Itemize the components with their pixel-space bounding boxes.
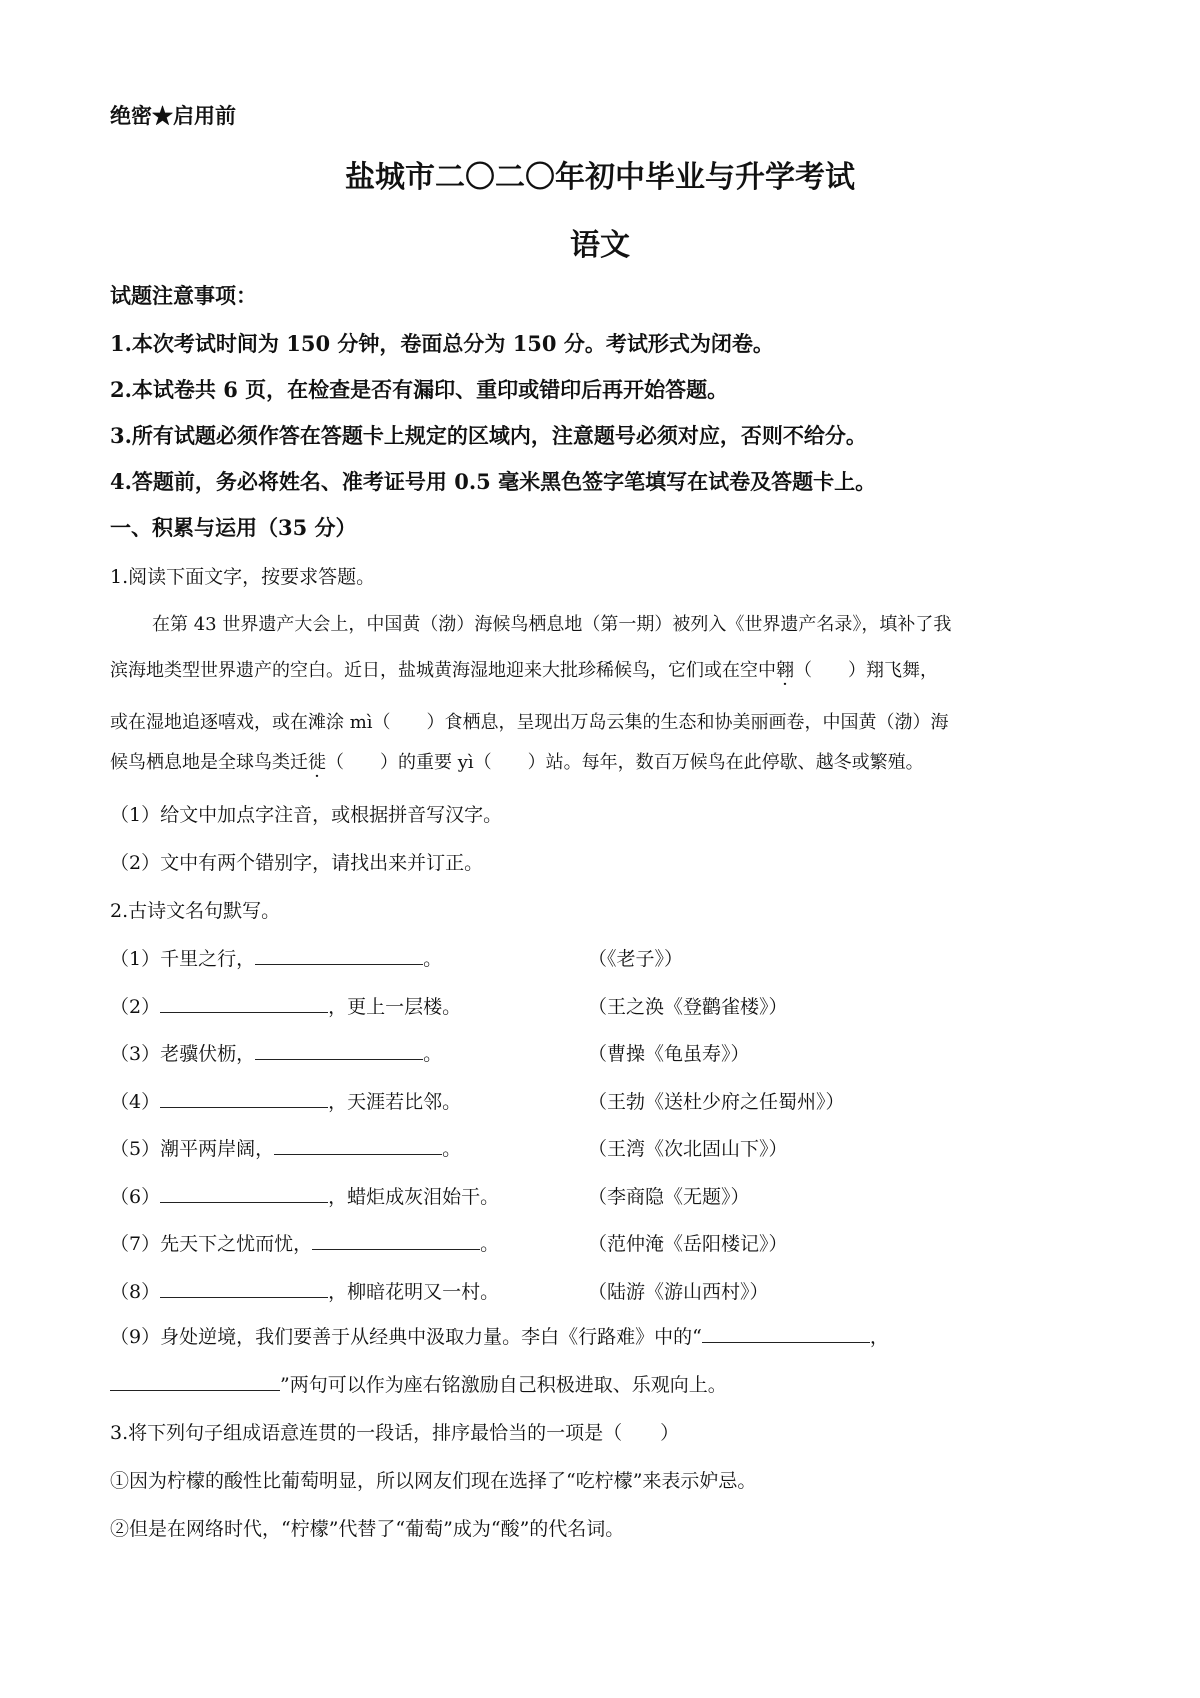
poem-item-9-text: ， [869,1326,889,1348]
question-3-sentence-1: ①因为柠檬的酸性比葡萄明显，所以网友们现在选择了“吃柠檬”来表示妒忌。 [110,1470,757,1492]
section-heading: 一、积累与运用（35 分） [110,515,357,540]
poem-item [110,1134,461,1161]
answer-blank[interactable] [160,1089,328,1108]
question-1-sub-1: （1）给文中加点字注音，或根据拼音写汉字。 [110,804,503,826]
answer-blank[interactable] [702,1324,870,1343]
passage-text: （ ）翔飞舞， [794,660,938,681]
poem-source: （王之涣《登鹳雀楼》） [588,996,788,1018]
poem-item-text: ，更上一层楼。 [328,996,462,1018]
poem-item [110,1229,499,1256]
question-3-sentence-2: ②但是在网络时代，“柠檬”代替了“葡萄”成为“酸”的代名词。 [110,1518,625,1540]
answer-blank[interactable] [160,1279,328,1298]
answer-blank[interactable] [274,1136,442,1155]
notice-item: 4.答题前，务必将姓名、准考证号用 0.5 毫米黑色签字笔填写在试卷及答题卡上。 [110,469,877,494]
answer-blank[interactable] [255,946,423,965]
answer-blank[interactable] [255,1041,423,1060]
poem-source: （《老子》） [588,948,684,970]
notice-heading: 试题注意事项： [110,283,257,308]
poem-item-9-text: （9）身处逆境，我们要善于从经典中汲取力量。李白《行路难》中的“ [110,1326,702,1348]
passage-text: 滨海地类型世界遗产的空白。近日，盐城黄海湿地迎来大批珍稀候鸟，它们或在空中 [110,660,776,681]
poem-item [110,1182,499,1209]
poem-item-number: （5） [110,1138,161,1160]
poem-item-text: 。 [423,1043,443,1065]
question-1-sub-2: （2）文中有两个错别字，请找出来并订正。 [110,852,484,874]
poem-item-number: （1） [110,948,161,970]
question-1-prompt: 1.阅读下面文字，按要求答题。 [110,566,376,588]
poem-item-text: ，柳暗花明又一村。 [328,1281,500,1303]
poem-item [110,1087,461,1114]
confidential-label: 绝密★启用前 [110,103,236,128]
subject-title: 语文 [570,228,630,263]
passage-text: （ ）的重要 yì（ ）站。每年，数百万候鸟在此停歇、越冬或繁殖。 [326,752,924,773]
notice-item: 3.所有试题必须作答在答题卡上规定的区域内，注意题号必须对应，否则不给分。 [110,423,867,448]
passage-line: 或在湿地追逐嘻戏，或在滩涂 mì（ ）食栖息，呈现出万岛云集的生态和协美丽画卷，中国黄（渤）海 [110,712,949,733]
poem-item-text: 千里之行， [160,948,256,970]
poem-item-number: （4） [110,1091,161,1113]
poem-item [110,992,461,1019]
poem-item-number: （3） [110,1043,161,1065]
poem-source: （陆游《游山西村》） [588,1281,769,1303]
poem-item [110,1039,442,1066]
answer-blank[interactable] [160,994,328,1013]
passage-line [110,656,938,682]
poem-item-number: （6） [110,1186,161,1208]
poem-item-text: 。 [442,1138,462,1160]
answer-blank[interactable] [110,1372,280,1391]
poem-source: （王湾《次北固山下》） [588,1138,788,1160]
poem-item-9-text: ”两句可以作为座右铭激励自己积极进取、乐观向上。 [280,1374,727,1396]
dotted-char: 徙 [308,752,326,773]
question-3-prompt: 3.将下列句子组成语意连贯的一段话，排序最恰当的一项是（ ） [110,1422,680,1444]
poem-item-text: 老骥伏枥， [160,1043,256,1065]
poem-source: （王勃《送杜少府之任蜀州》） [588,1091,845,1113]
poem-item-number: （2） [110,996,161,1018]
poem-item-text: ，天涯若比邻。 [328,1091,462,1113]
poem-item-text: 。 [480,1233,500,1255]
poem-source: （范仲淹《岳阳楼记》） [588,1233,788,1255]
poem-item-text: ，蜡炬成灰泪始干。 [328,1186,500,1208]
answer-blank[interactable] [160,1184,328,1203]
passage-line [110,748,924,774]
poem-item-text: 先天下之忧而忧， [160,1233,313,1255]
poem-item-9-line-2 [110,1370,727,1397]
notice-item: 1.本次考试时间为 150 分钟，卷面总分为 150 分。考试形式为闭卷。 [110,331,774,356]
exam-title: 盐城市二〇二〇年初中毕业与升学考试 [345,160,855,195]
poem-item-text: 潮平两岸阔， [160,1138,275,1160]
poem-item-number: （7） [110,1233,161,1255]
poem-source: （曹操《龟虽寿》） [588,1043,750,1065]
poem-source: （李商隐《无题》） [588,1186,750,1208]
notice-item: 2.本试卷共 6 页，在检查是否有漏印、重印或错印后再开始答题。 [110,377,729,402]
poem-item [110,944,442,971]
poem-item-text: 。 [423,948,443,970]
answer-blank[interactable] [312,1231,480,1250]
passage-text: 候鸟栖息地是全球鸟类迁 [110,752,308,773]
dotted-char: 翱 [776,660,794,681]
poem-item-number: （8） [110,1281,161,1303]
passage-line: 在第 43 世界遗产大会上，中国黄（渤）海候鸟栖息地（第一期）被列入《世界遗产名录》，填补了我 [152,614,952,635]
poem-item [110,1277,499,1304]
poem-item-9-line-1 [110,1322,889,1349]
question-2-prompt: 2.古诗文名句默写。 [110,900,281,922]
